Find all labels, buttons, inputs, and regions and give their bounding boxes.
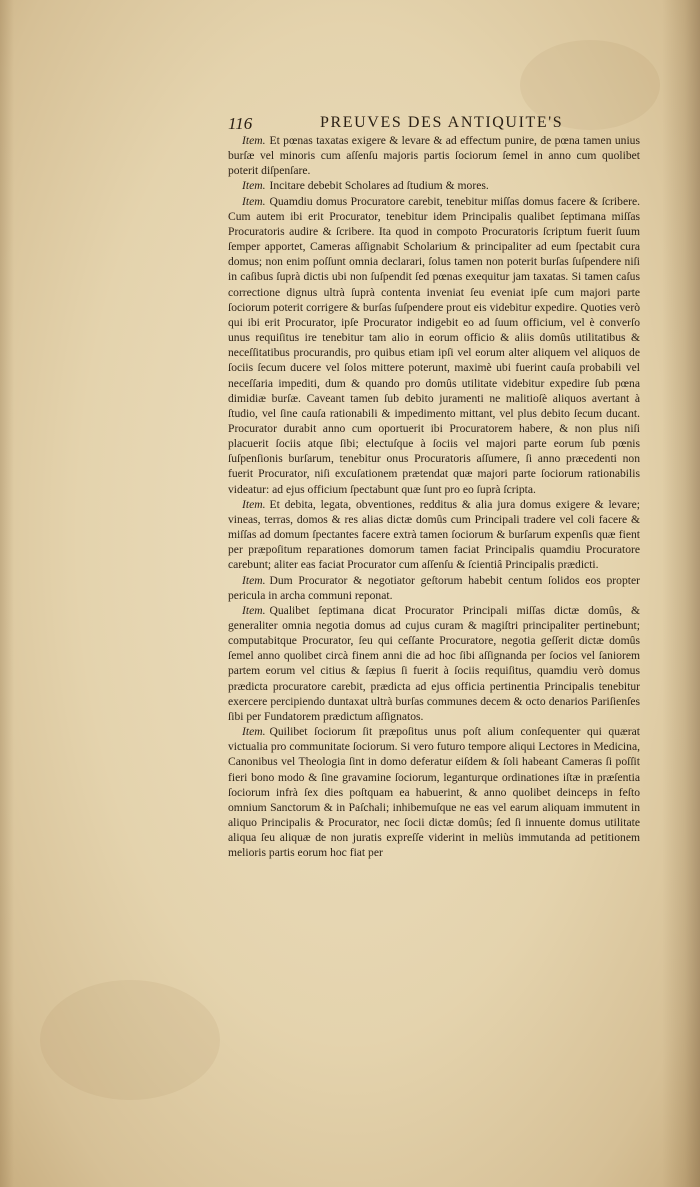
paragraph-text: Qualibet ſeptimana dicat Procurator Principali miſſas dictæ domûs, & generaliter omnia negotia domus ad cujus curam & magiſtri principaliter pertinebunt; computabitque Procurator, ſeu qui ceſſante Procuratore, negotia geſſerit dictæ domûs ſemel anno quolibet circà finem anni die ad hoc ſibi aſſignanda per ſocios vel ſaniorem partem eorum vel citius & ſæpius ſi fuerit à ſociis requiſitus, quamdiu verò domus prædicta procuratore carebit, prædicta ad ejus officia pertinentia Principalis tenebitur exercere percipiendo duntaxat ultrà burſas communes decem & octo denarios Pariſienſes ſibi per Fundatorem prædictum aſſignatos. bbox=[228, 603, 640, 723]
paragraph bbox=[228, 497, 640, 573]
page-gutter-shading bbox=[662, 0, 700, 1187]
paragraph-text: Et pœnas taxatas exigere & levare & ad effectum punire, de pœna tamen unius burſæ vel minoris cum aſſenſu majoris partis ſociorum ſemel in anno cum quolibet poterit diſpenſare. bbox=[228, 134, 640, 178]
paragraph bbox=[228, 194, 640, 497]
running-title: PREUVES DES ANTIQUITE'S bbox=[320, 114, 564, 131]
paragraph-text: Quilibet ſociorum ſit præpoſitus unus poſt alium conſequenter qui quærat victualia pro communitate ſociorum. Si vero futuro tempore aliqui Lectores in Medicina, Canonibus vel Theologia ſint in domo deferatur eiſdem & ſoli habeant Cameras ſi poſſit fieri bono modo & ſine gravamine ſociorum, leganturque ordinationes iſtæ in præſentia ſociorum infrà ſex dies poſtquam ea habuerint, & anno quolibet deinceps in feſto omnium Sanctorum & in Paſchali; inhibemuſque ne eas vel earum aliquam immutent in aliquo Principalis & Procurator, nec ſocii dictæ domûs; ſed ſi innuente domus utilitate aliqua ſeu aliquæ de non juratis expreſſe viderint in meliùs immutanda ad petitionem melioris partis eorum hoc fiat per bbox=[228, 725, 640, 860]
paragraph-lead: Item. bbox=[242, 134, 266, 147]
paragraph-lead: Item. bbox=[242, 725, 266, 739]
page-number: 116 bbox=[228, 114, 253, 133]
paragraph bbox=[228, 603, 640, 724]
paragraph-text: Incitare debebit Scholares ad ſtudium & mores. bbox=[269, 179, 489, 193]
paper-stain bbox=[40, 980, 220, 1100]
paragraph-lead: Item. bbox=[242, 573, 266, 587]
paragraph bbox=[228, 178, 640, 193]
page-left-edge-shading bbox=[0, 0, 14, 1187]
paragraph bbox=[228, 133, 640, 178]
paragraph-lead: Item. bbox=[242, 179, 266, 193]
paragraph-lead: Item. bbox=[242, 497, 266, 511]
paragraph-text: Dum Procurator & negotiator geſtorum habebit centum ſolidos eos propter pericula in archa communi reponat. bbox=[228, 573, 640, 602]
paragraph-lead: Item. bbox=[242, 194, 266, 208]
paragraph-text: Et debita, legata, obventiones, redditus & alia jura domus exigere & levare; vineas, terras, domos & res alias dictæ domûs cum Principali tradere vel coli facere & miſſas ad domum ſpectantes facere extrà tamen ſociorum & burſarum expenſis quæ fient per præpoſitum reparationes domorum tamen faciat Principalis quamdiu Procuratore carebunt; aliter eas faciat Procurator cum aſſenſu & ſcientiâ Principalis prædicti. bbox=[228, 497, 640, 572]
paragraph-lead: Item. bbox=[242, 603, 266, 617]
paragraph bbox=[228, 573, 640, 603]
paragraph-text: Quamdiu domus Procuratore carebit, tenebitur miſſas domus facere & ſcribere. Cum autem ibi erit Procurator, tenebitur idem Principalis qualibet ſeptimana miſſas Procuratoris audire & ſcribere. Ita quod in compoto Procuratoris ſcriptum fuerit ſuum ſemper apportet, Cameras aſſignabit Scholarium & principaliter ad eum ſpectabit cura domus; non enim poſſunt omnia declarari, ſolus tamen non poterit burſas ſuſpendere niſi in caſibus ſuprà dictis ubi non ſuſpendit ſed pœnas exequitur jam taxatas. Si tamen caſus correctione dignus ultrà ſuprà contenta inveniat ſeu eveniat ipſe cum majori parte ſociorum poterit corrigere & burſas ſuſpendere prout eis videbitur expedire. Quoties verò qui ibi erit Procurator, ipſe Procurator indigebit eo ad ſuum officium, vel è converſo unus requiſitus ire tenebitur tam alio in eorum officio & aliis domûs utilitatibus & neceſſitatibus procurandis, pro quibus etiam ipſi vel eorum alter aliquem vel aliquos de ſociis ſecum ducere vel ſolos mittere poterunt, maximè ubi fuerint cauſa probabili vel neceſſaria impediti, dum & quando pro domûs utilitate videbitur expedire ſub pœna dimidiæ burſæ. Caveant tamen ſub debito juramenti ne malitioſè aliquos avertant à ſtudio, vel ſine cauſa rationabili & impedimento mittant, vel plus debito ſecum ducant. Procurator durabit anno cum oportuerit ibi Procuratorem habere, & non plus niſi placuerit ſociis atque ſibi; electuſque à ſociis vel majori parte eorum ſub pœnis ſuſpenſionis burſarum, tenebitur onus Procuratoris aſſumere, ſi anno præcedenti non fuerit Procurator, niſi excuſationem prætendat quæ majori parte ſociorum rationabilis videatur: ad ejus officium ſpectabunt quæ ſunt pro eo ſuprà ſcripta. bbox=[228, 194, 640, 496]
paragraph bbox=[228, 724, 640, 860]
body-text bbox=[228, 133, 640, 861]
